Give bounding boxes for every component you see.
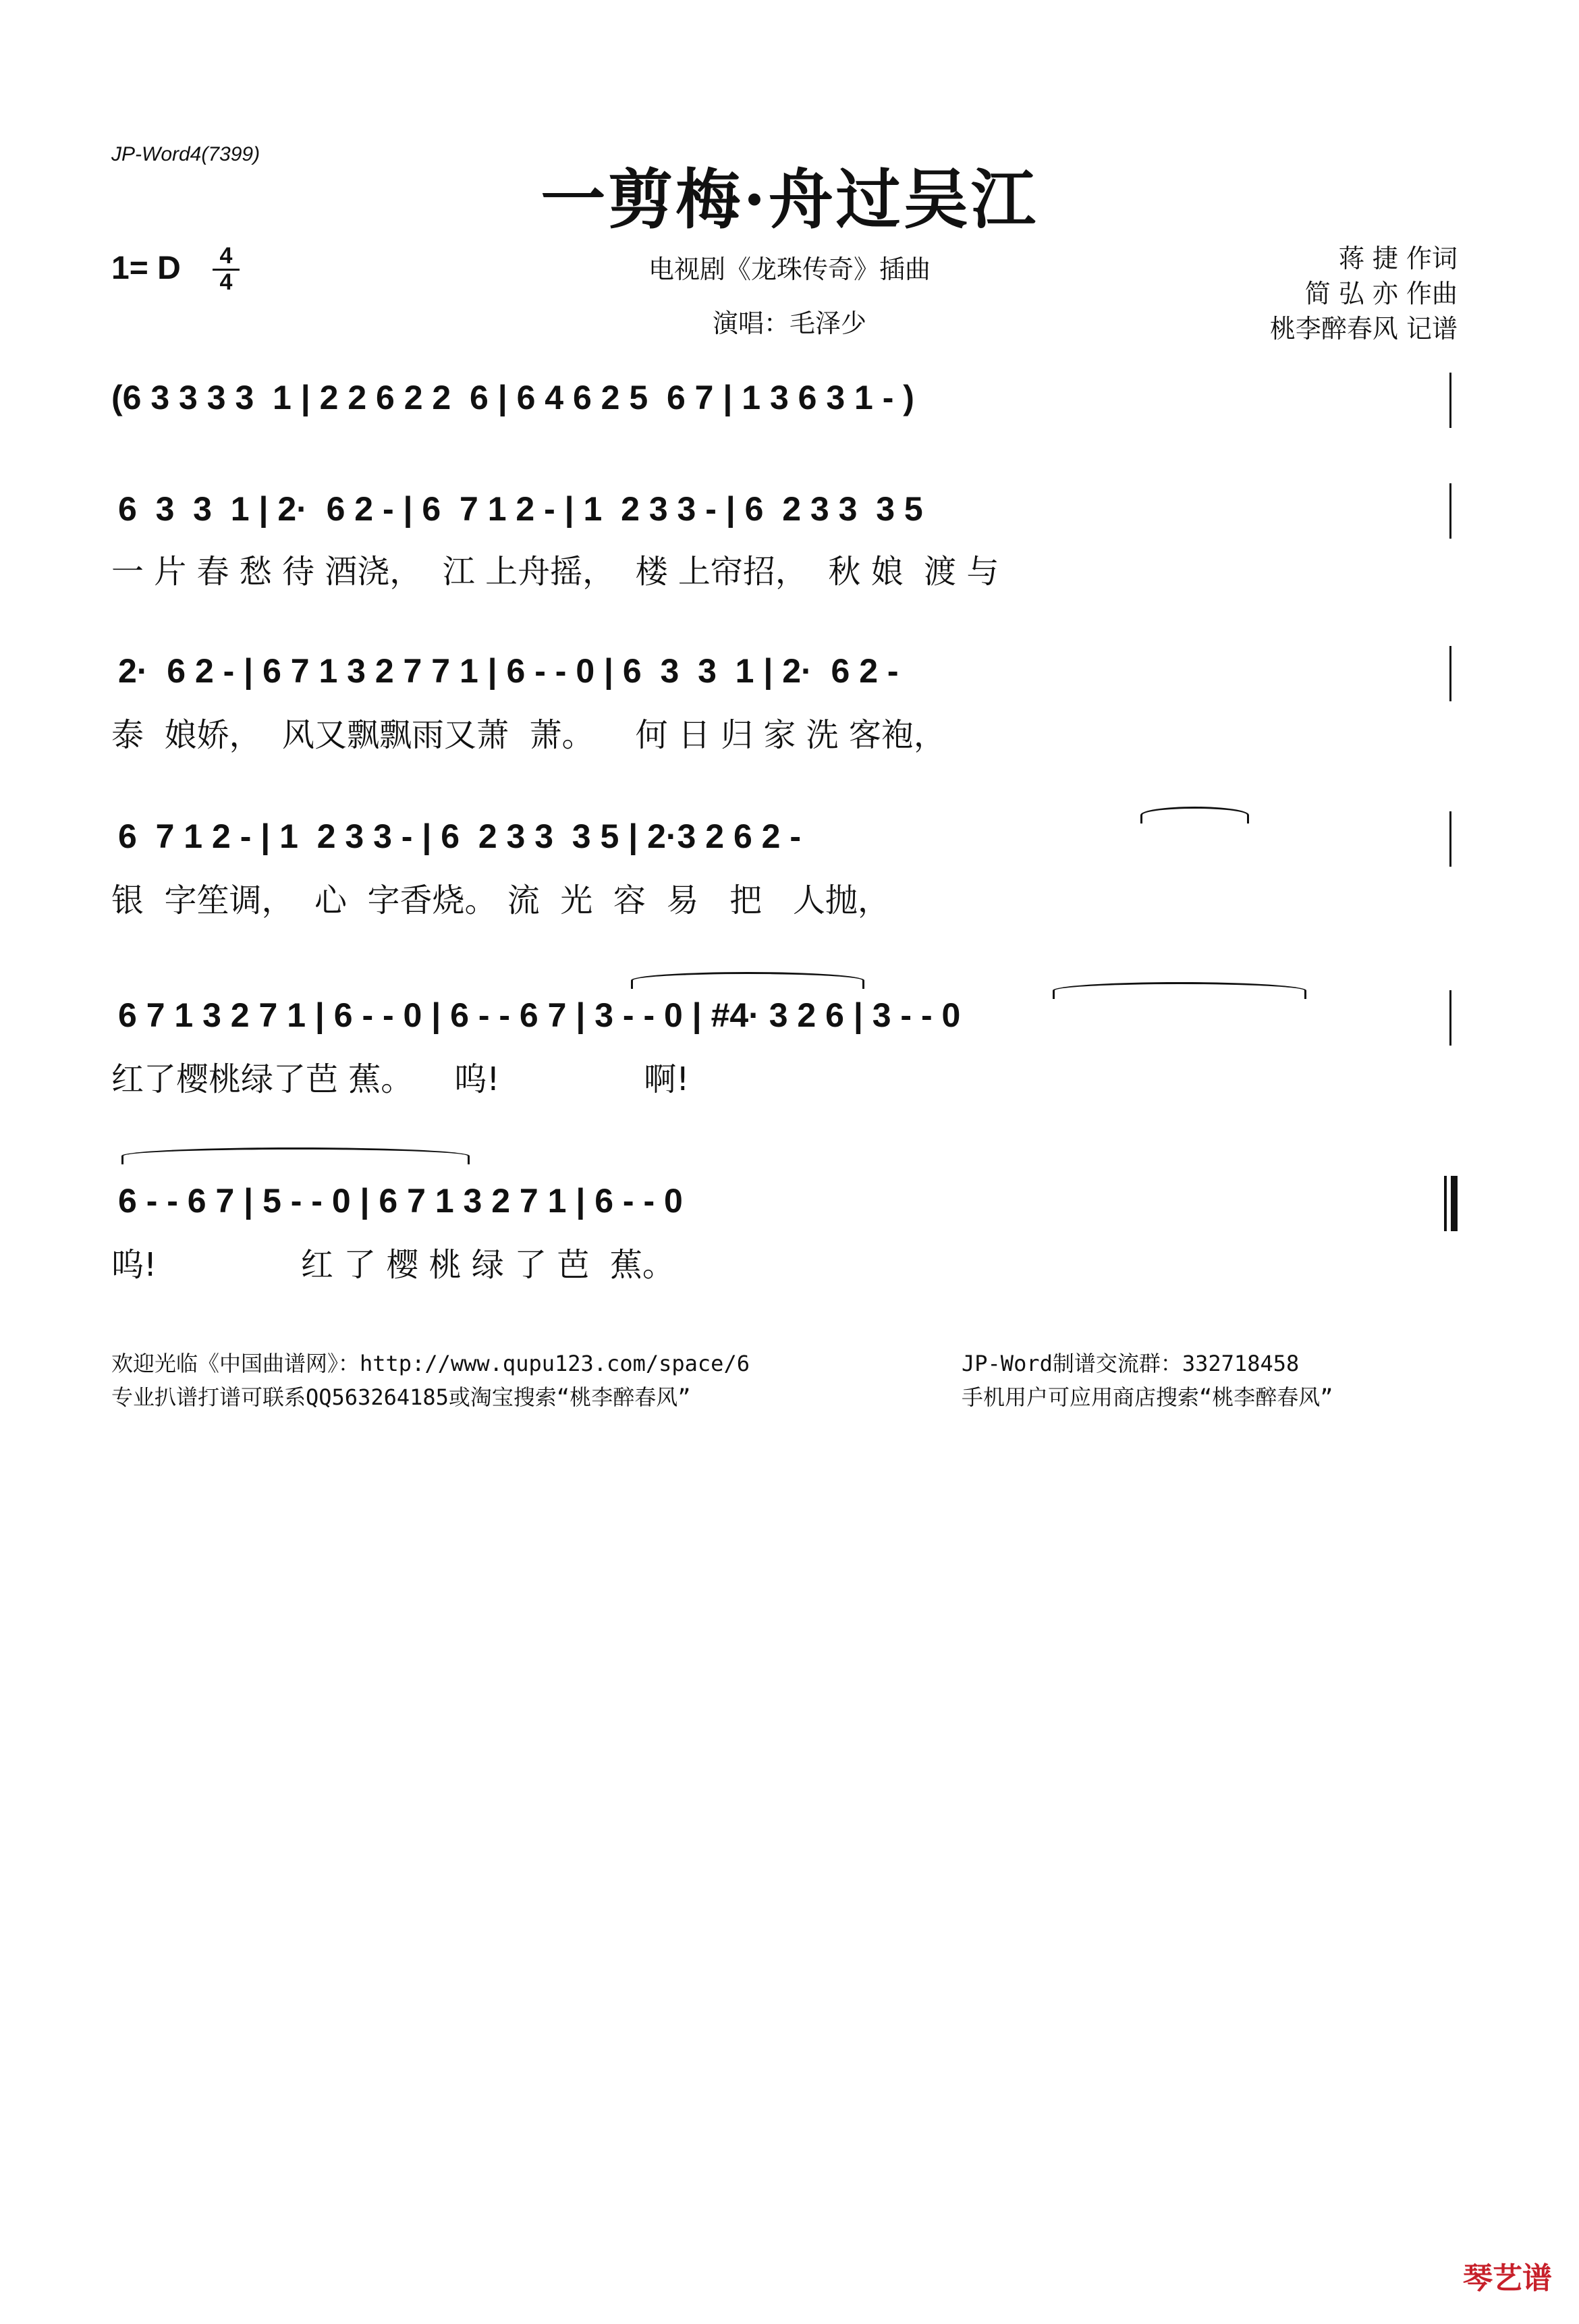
score-line-5-notes: 6 7 1 3 2 7 1 | 6 - - 0 | 6 - - 6 7 | 3 - - 0 | #4· 3 2 6 | 3 - - 0 — [118, 996, 961, 1034]
slur — [1053, 982, 1306, 999]
score-line-4-lyrics: 银 字笙调， 心 字香烧。 流 光 容 易 把 人抛， — [111, 882, 890, 919]
key-signature: 1= D — [111, 250, 181, 286]
score-line-5-lyrics: 红了樱桃绿了芭 蕉。 呜! 啊! — [111, 1060, 690, 1098]
song-title: 一剪梅·舟过吴江 — [541, 161, 1038, 238]
barline — [1449, 483, 1451, 539]
composer-credit: 简 弘 亦 作曲 — [1304, 279, 1458, 308]
time-signature-bottom: 4 — [219, 269, 233, 295]
subtitle: 电视剧《龙珠传奇》插曲 — [648, 254, 931, 284]
time-signature-top: 4 — [213, 244, 240, 271]
transcriber-credit: 桃李醉春风 记谱 — [1269, 314, 1458, 344]
score-line-4-notes: 6 7 1 2 - | 1 2 3 3 - | 6 2 3 3 3 5 | 2·3 2 6 2 - — [118, 817, 801, 855]
footer-group: JP-Word制谱交流群：332718458 — [962, 1351, 1300, 1376]
score-line-3-notes: 2· 6 2 - | 6 7 1 3 2 7 7 1 | 6 - - 0 | 6 3 3 1 | 2· 6 2 - — [118, 652, 899, 690]
singer: 演唱：毛泽少 — [712, 308, 866, 338]
score-line-6-notes: 6 - - 6 7 | 5 - - 0 | 6 7 1 3 2 7 1 | 6 - - 0 — [118, 1182, 683, 1220]
footer-app-search: 手机用户可应用商店搜索“桃李醉春风” — [962, 1384, 1333, 1410]
slur — [1140, 807, 1249, 823]
slur — [631, 972, 864, 989]
footer-website: 欢迎光临《中国曲谱网》：http://www.qupu123.com/space/6 — [111, 1351, 750, 1376]
slur — [121, 1147, 470, 1164]
footer-contact: 专业扒谱打谱可联系QQ563264185或淘宝搜索“桃李醉春风” — [111, 1384, 691, 1410]
score-line-2-notes: 6 3 3 1 | 2· 6 2 - | 6 7 1 2 - | 1 2 3 3 - | 6 2 3 3 3 5 — [118, 490, 923, 528]
barline — [1449, 811, 1451, 867]
score-line-3-lyrics: 泰 娘娇， 风又飘飘雨又萧 萧。 何 日 归 家 洗 客袍， — [111, 716, 946, 754]
site-logo: 琴艺谱 — [1463, 2261, 1552, 2296]
final-barline-thick — [1451, 1176, 1458, 1231]
software-version: JP-Word4(7399) — [111, 143, 260, 165]
barline — [1449, 373, 1451, 428]
lyricist-credit: 蒋 捷 作词 — [1338, 244, 1458, 273]
barline — [1449, 990, 1451, 1046]
score-line-1-notes: (6 3 3 3 3 1 | 2 2 6 2 2 6 | 6 4 6 2 5 6 7 | 1 3 6 3 1 - ) — [111, 379, 914, 416]
barline — [1449, 646, 1451, 701]
score-line-6-lyrics: 呜! 红 了 樱 桃 绿 了 芭 蕉。 — [111, 1246, 675, 1284]
final-barline-thin — [1444, 1176, 1447, 1231]
score-line-2-lyrics: 一 片 春 愁 待 酒浇， 江 上舟摇， 楼 上帘招， 秋 娘 渡 与 — [111, 553, 999, 591]
